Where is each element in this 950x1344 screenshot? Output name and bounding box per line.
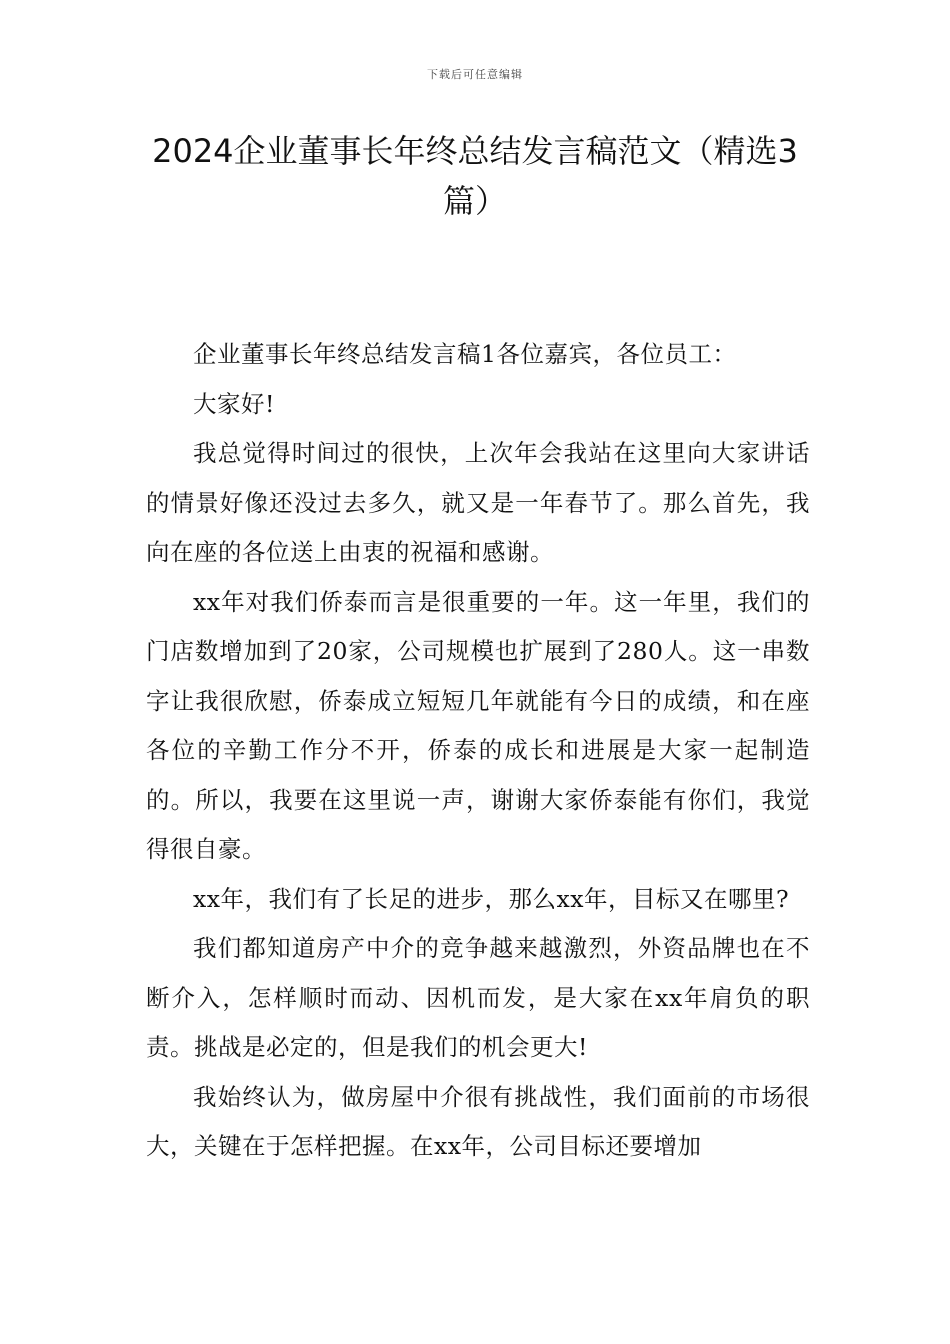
document-body	[146, 330, 810, 1172]
paragraph-hello: 大家好!	[193, 389, 275, 418]
paragraph: 我始终认为，做房屋中介很有挑战性，我们面前的市场很大，关键在于怎样把握。在xx年，公司目标还要增加	[146, 1082, 810, 1160]
document-title: 2024企业董事长年终总结发言稿范文（精选3篇）	[152, 132, 798, 220]
paragraph: 我们都知道房产中介的竞争越来越激烈，外资品牌也在不断介入，怎样顺时而动、因机而发，是大家在xx年肩负的职责。挑战是必定的，但是我们的机会更大!	[146, 934, 810, 1061]
paragraph: xx年，我们有了长足的进步，那么xx年，目标又在哪里?	[193, 884, 790, 913]
header-note: 下载后可任意编辑	[427, 68, 523, 81]
paragraph-greeting: 企业董事长年终总结发言稿1各位嘉宾，各位员工：	[193, 340, 737, 368]
paragraph: 我总觉得时间过的很快，上次年会我站在这里向大家讲话的情景好像还没过去多久，就又是一年春节了。那么首先，我向在座的各位送上由衷的祝福和感谢。	[146, 439, 810, 566]
paragraph: xx年对我们侨泰而言是很重要的一年。这一年里，我们的门店数增加到了20家，公司规模也扩展到了280人。这一串数字让我很欣慰，侨泰成立短短几年就能有今日的成绩，和在座各位的辛勤工作分不开，侨泰的成长和进展是大家一起制造的。所以，我要在这里说一声，谢谢大家侨泰能有你们，我觉得很自豪。	[146, 587, 810, 863]
